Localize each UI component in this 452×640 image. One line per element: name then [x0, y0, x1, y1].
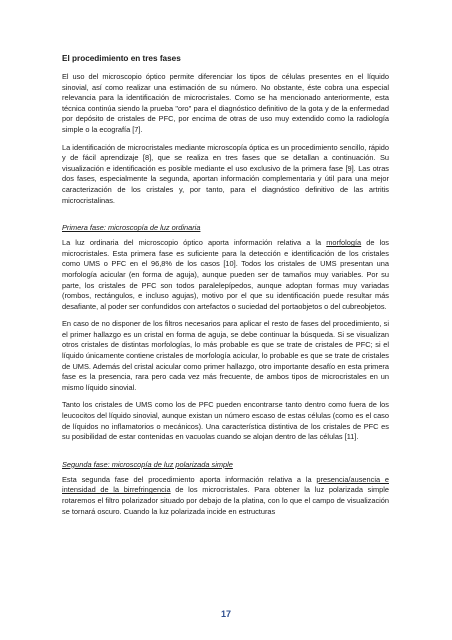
phase2-paragraph-1: [62, 475, 389, 517]
phase1-p1-underlined: morfología: [326, 238, 362, 248]
phase1-p1-text-a: La luz ordinaria del microscopio óptico aporta información relativa a la: [62, 238, 327, 248]
phase1-paragraph-3: Tanto los cristales de UMS como los de PFC pueden encontrarse tanto dentro como fuera de los leucocitos del líquido sinovial, aunque existan un número escaso de estas células (como es el caso de líquidos no inflamatorios o mecánicos). Una característica distintiva de los cristales de PFC es su posibilidad de estar contenidas en vacuolas cuando se alojan dentro de las células [11].: [62, 400, 389, 442]
phase1-paragraph-1: [62, 238, 389, 312]
phase2-p1-text-a: Esta segunda fase del procedimiento aporta información relativa a la: [62, 474, 317, 484]
phase1-p1-text-b: de los microcristales. Esta primera fase es suficiente para la detección e identificación de los cristales como UMS o PFC en el 96,8% de los casos [10]. Todos los cristales de UMS presentan una morfología acicular (en forma de aguja), aunque pueden ser de tamaños muy variables. Por su parte, los cristales de PFC son todos paralelepípedos, aunque adoptan formas muy variadas (rombos, rectángulos, e incluso agujas), motivo por el que su identificación puede resultar más desafiante, al poder ser confundidos con artefactos o suciedad del portaobjetos o del cubreobjetos.: [62, 238, 389, 311]
phase1-paragraph-2: En caso de no disponer de los filtros necesarios para aplicar el resto de fases del procedimiento, si el primer hallazgo es un cristal en forma de aguja, se debe continuar la búsqueda. Si se visualizan otros cristales de distintas morfologías, lo más probable es que se trate de cristales de PFC; si el líquido únicamente contiene cristales de morfología acicular, lo probable es que se trate de cristales de UMS. Además del cristal acicular como primer hallazgo, otro importante desafío en esta primera fase es la presencia, rara pero cada vez más frecuente, de ambos tipos de microcristales en un mismo líquido sinovial.: [62, 319, 389, 392]
phase2-p1-underlined: presencia/ausencia e intensidad de la birrefringencia: [62, 474, 389, 495]
spacer: [62, 450, 389, 459]
phase2-p1-text-b: de los microcristales. Para obtener la luz polarizada simple rotaremos el filtro polarizador situado por debajo de la platina, con lo que el campo de visualización se tornará oscuro. Cuando la luz polarizada incide en estructuras: [62, 485, 389, 516]
page-content: [62, 53, 389, 524]
page-number: 17: [220, 609, 231, 619]
section-paragraph-1: El uso del microscopio óptico permite diferenciar los tipos de células presentes en el líquido sinovial, así como realizar una estimación de su número. No obstante, éste cobra una especial relevancia para la identificación de microcristales. Como se ha mencionado anteriormente, esta técnica continúa siendo la prueba "oro" para el diagnóstico definitivo de la gota y de la enfermedad por depósito de cristales de PFC, por encima de otras de uso muy extendido como la radiología simple o la ecografía [7].: [62, 72, 389, 134]
section-paragraph-2: La identificación de microcristales mediante microscopía óptica es un procedimiento sencillo, rápido y de fácil aprendizaje [8], que se realiza en tres fases que se detallan a continuación. Su visualización e identificación es posible mediante el uso exclusivo de la primera fase [9]. Las otras dos fases, especialmente la segunda, aportan información complementaria y útil para una mejor caracterización de los cristales y, por tanto, para el diagnóstico definitivo de las artritis microcristalinas.: [62, 142, 389, 205]
phase1-heading: Primera fase: microscopía de luz ordinaria: [62, 223, 201, 233]
spacer: [62, 213, 389, 222]
phase2-heading: Segunda fase: microscopía de luz polarizada simple: [62, 459, 233, 469]
section-title: El procedimiento en tres fases: [62, 54, 181, 63]
